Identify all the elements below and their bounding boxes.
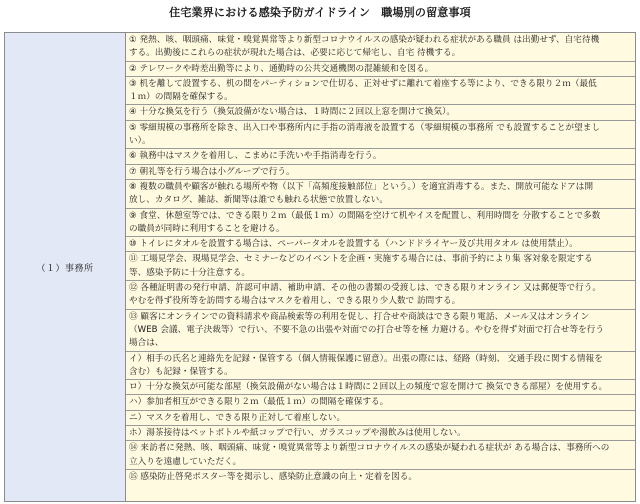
- table-row: [126, 395, 635, 410]
- row-text-line: 放し、カタログ、雑誌、新聞等は誰でも触れる状態で放置しない。: [129, 195, 388, 206]
- row-text-line: ⑭ 来訪者に発熱、咳、咽頭痛、味覚・嗅覚異常等より新型コロナウイルスの感染が疑われる症状が ある場合は、事務所への: [129, 443, 610, 454]
- row-text-line: ③ 机を離して設置する、机の間をパーティションで仕切る、正対せずに離れて着座する等により、できる限り２ｍ（最低: [129, 78, 597, 89]
- row-text-line: ⑮ 感染防止啓発ポスター等を掲示し、感染防止意識の向上・定着を図る。: [129, 471, 418, 482]
- table-row: [126, 426, 635, 441]
- table-row: [126, 352, 635, 381]
- table-row: [126, 62, 635, 77]
- row-text-line: ニ）マスクを着用し、できる限り正対して着座しない。: [129, 412, 346, 423]
- table-row: [126, 252, 635, 281]
- table-row: [126, 165, 635, 180]
- page-title: 住宅業界における感染予防ガイドライン 職場別の留意事項: [169, 6, 471, 19]
- table-row: [126, 180, 635, 209]
- row-text-line: ハ）参加者相互ができる限り２ｍ（最低１ｍ）の間隔を確保する。: [129, 397, 389, 408]
- row-text-line: ② テレワークや時差出勤等により、通勤時の公共交通機関の混雑緩和を図る。: [129, 63, 434, 74]
- guideline-table: [4, 32, 636, 502]
- table-row: [126, 149, 635, 164]
- row-text-line: い）。: [129, 136, 151, 147]
- table-row: [126, 237, 635, 252]
- table-row: [126, 411, 635, 426]
- row-text-line: の職員が同時に利用することを避ける。: [129, 223, 285, 234]
- row-text-line: ④ 十分な換気を行う（換気設備がない場合は、１時間に２回以上窓を開けて換気）。: [129, 107, 456, 118]
- row-text-line: ⑪ 工場見学会、現場見学会、セミナーなどのイベントを企画・実施する場合には、事前予約により集 客対象を限定する: [129, 254, 593, 265]
- row-text-line: ① 発熱、咳、咽頭痛、味覚・嗅覚異常等より新型コロナウイルスの感染が疑われる症状がある職員 は出勤せず、自宅待機: [129, 35, 600, 45]
- table-row: [126, 209, 635, 238]
- table-row: [126, 470, 635, 484]
- row-text-line: ⑦ 朝礼等を行う場合は小グループで行う。: [129, 166, 295, 177]
- row-text-line: １ｍ）の間隔を確保する。: [129, 92, 233, 103]
- table-row: [126, 33, 635, 62]
- row-text-line: イ）相手の氏名と連絡先を記録・保管する（個人情報保護に留意）。出張の際には、経路（時刻、 交通手段に関する情報を: [129, 353, 603, 364]
- row-text-line: （WEB 会議、電子決裁等）で行い、不要不急の出張や対面での打合せ等を極 力避ける。やむを得ず対面で打合せ等を行う: [129, 324, 605, 335]
- row-text-line: ⑩ トイレにタオルを設置する場合は、ペーパータオルを設置する（ハンドドライヤー及び共用タオル は使用禁止）。: [129, 239, 578, 250]
- row-text-line: ロ）十分な換気が可能な部屋（換気設備がない場合は１時間に２回以上の頻度で窓を開けて 換気できる部屋）を使用する。: [129, 382, 608, 393]
- row-text-line: ⑤ 零細規模の事務所を除き、出入口や事務所内に手指の消毒液を設置する（零細規模の事務所 でも設置することが望まし: [129, 122, 601, 133]
- table-row: [126, 441, 635, 470]
- table-row: [126, 105, 635, 120]
- row-text-line: ⑥ 執務中はマスクを着用し、こまめに手洗いや手指消毒を行う。: [129, 151, 382, 162]
- row-text-line: ⑨ 食堂、休憩室等では、できる限り２ｍ（最低１ｍ）の間隔を空けて机やイスを配置し、利用時間を 分散することで多数: [129, 210, 601, 221]
- row-text-line: ⑬ 顧客にオンラインでの資料請求や商品検索等の利用を促し、打合せや商談はできる限り電話、メール又はオンライン: [129, 311, 590, 322]
- row-text-line: する。出勤後にこれらの症状が現れた場合は、必要に応じて帰宅し、自宅 待機する。: [129, 48, 461, 59]
- table-row: [126, 281, 635, 310]
- row-text-line: 含む）も記録・保管する。: [129, 366, 233, 377]
- row-text-line: やむを得ず役所等を訪問する場合はマスクを着用し、できる限り少人数で 訪問する。: [129, 296, 461, 307]
- row-text-line: ⑧ 複数の職員や顧客が触れる場所や物（以下「高頻度接触部位」という。）を適宜消毒する。また、開放可能なドアは開: [129, 181, 594, 192]
- row-text-line: 立入りを遠慮していただく。: [129, 456, 242, 467]
- table-row: [126, 121, 635, 150]
- table-row: [126, 77, 635, 106]
- row-text-line: 場合は、: [129, 338, 164, 349]
- category-cell: （１）事務所: [5, 33, 126, 501]
- guideline-rows: [126, 33, 635, 501]
- table-row: [126, 310, 635, 352]
- row-text-line: 等、感染予防に十分注意する。: [129, 267, 251, 278]
- row-text-line: ホ）湯茶接待はペットボトルや紙コップで行い、ガラスコップや湯飲みは使用しない。: [129, 428, 466, 439]
- row-text-line: ⑫ 各種証明書の発行申請、許認可申請、補助申請、その他の書類の受渡しは、できる限りオンライン 又は郵便等で行う。: [129, 283, 602, 294]
- table-row: [126, 380, 635, 395]
